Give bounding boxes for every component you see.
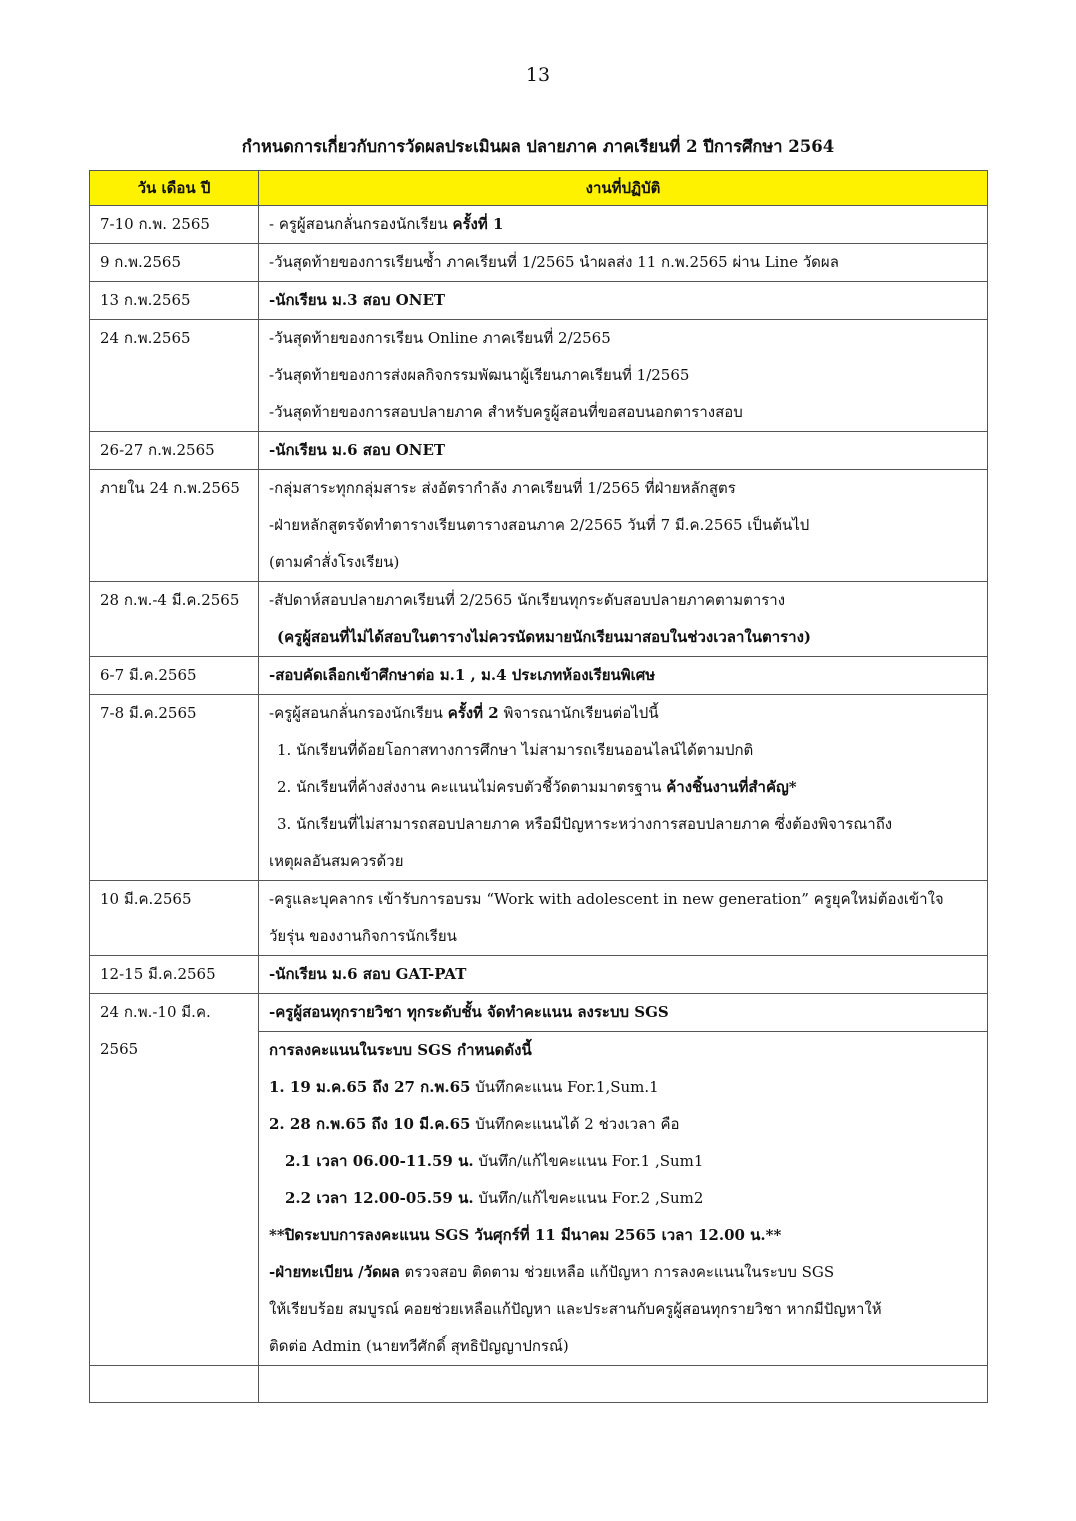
task-text: -นักเรียน ม.6 สอบ ONET xyxy=(269,441,446,459)
task-text: -นักเรียน ม.6 สอบ GAT-PAT xyxy=(269,965,467,983)
task-text: -วันสุดท้ายของการเรียนซ้ำ ภาคเรียนที่ 1/2565 นำผลส่ง 11 ก.พ.2565 ผ่าน Line วัดผล xyxy=(269,253,839,271)
row-date: 13 ก.พ.2565 xyxy=(90,282,259,320)
table-row xyxy=(90,657,988,695)
row-date xyxy=(90,994,259,1366)
task-text: บันทึก/แก้ไขคะแนน For.2 ,Sum2 xyxy=(473,1189,704,1207)
task-text: -สอบคัดเลือกเข้าศึกษาต่อ ม.1 , ม.4 ประเภทห้องเรียนพิเศษ xyxy=(269,666,656,684)
task-text: วัยรุ่น ของงานกิจการนักเรียน xyxy=(269,927,457,945)
row-date: 26-27 ก.พ.2565 xyxy=(90,432,259,470)
task-note: (ครูผู้สอนที่ไม่ได้สอบในตารางไม่ควรนัดหมายนักเรียนมาสอบในช่วงเวลาในตาราง) xyxy=(277,628,812,646)
task-emphasis: 2.1 เวลา 06.00-11.59 น. xyxy=(285,1152,474,1170)
task-text: -ครูและบุคลากร เข้ารับการอบรม “Work with adolescent in new generation” ครูยุคใหม่ต้องเข้าใจ xyxy=(269,890,944,908)
task-text: -สัปดาห์สอบปลายภาคเรียนที่ 2/2565 นักเรียนทุกระดับสอบปลายภาคตามตาราง xyxy=(269,591,786,609)
page-number: 13 xyxy=(525,64,551,86)
table-row xyxy=(90,470,988,582)
row-date: 10 มี.ค.2565 xyxy=(90,881,259,956)
task-text: -ครูผู้สอนทุกรายวิชา ทุกระดับชั้น จัดทำคะแนน ลงระบบ SGS xyxy=(269,1003,669,1021)
task-notice: **ปิดระบบการลงคะแนน SGS วันศุกร์ที่ 11 มีนาคม 2565 เวลา 12.00 น.** xyxy=(269,1226,782,1244)
row-task xyxy=(259,432,988,470)
table-row xyxy=(90,994,988,1032)
task-text: ให้เรียบร้อย สมบูรณ์ คอยช่วยเหลือแก้ปัญหา และประสานกับครูผู้สอนทุกรายวิชา หากมีปัญหาให้ xyxy=(269,1300,882,1318)
task-text: -กลุ่มสาระทุกกลุ่มสาระ ส่งอัตรากำลัง ภาคเรียนที่ 1/2565 ที่ฝ่ายหลักสูตร xyxy=(269,479,736,497)
row-task xyxy=(259,582,988,657)
row-date: 7-10 ก.พ. 2565 xyxy=(90,206,259,244)
row-task xyxy=(259,282,988,320)
task-item: 3. นักเรียนที่ไม่สามารถสอบปลายภาค หรือมีปัญหาระหว่างการสอบปลายภาค ซึ่งต้องพิจารณาถึง xyxy=(277,815,893,833)
task-emphasis: 2. 28 ก.พ.65 ถึง 10 มี.ค.65 xyxy=(269,1115,471,1133)
table-row xyxy=(90,695,988,881)
task-text: -วันสุดท้ายของการสอบปลายภาค สำหรับครูผู้สอนที่ขอสอบนอกตารางสอบ xyxy=(269,403,743,421)
task-emphasis: ค้างชิ้นงานที่สำคัญ* xyxy=(666,778,797,796)
table-header-row xyxy=(90,171,988,206)
row-task xyxy=(259,1032,988,1366)
task-text: -ฝ่ายหลักสูตรจัดทำตารางเรียนตารางสอนภาค 2/2565 วันที่ 7 มี.ค.2565 เป็นต้นไป xyxy=(269,516,810,534)
task-text: บันทึก/แก้ไขคะแนน For.1 ,Sum1 xyxy=(473,1152,704,1170)
row-date: 6-7 มี.ค.2565 xyxy=(90,657,259,695)
task-text: -วันสุดท้ายของการเรียน Online ภาคเรียนที่ 2/2565 xyxy=(269,329,611,347)
row-date: ภายใน 24 ก.พ.2565 xyxy=(90,470,259,582)
row-date: 24 ก.พ.2565 xyxy=(90,320,259,432)
table-row xyxy=(90,582,988,657)
date-line: 24 ก.พ.-10 มี.ค. xyxy=(100,1003,211,1021)
task-text: ตรวจสอบ ติดตาม ช่วยเหลือ แก้ปัญหา การลงคะแนนในระบบ SGS xyxy=(399,1263,835,1281)
table-row xyxy=(90,956,988,994)
table-row xyxy=(90,881,988,956)
table-row xyxy=(90,282,988,320)
table-row xyxy=(90,244,988,282)
task-text: -ครูผู้สอนกลั่นกรองนักเรียน xyxy=(269,704,448,722)
row-task xyxy=(259,994,988,1032)
row-date: 28 ก.พ.-4 มี.ค.2565 xyxy=(90,582,259,657)
task-text: บันทึกคะแนน For.1,Sum.1 xyxy=(470,1078,659,1096)
table-row xyxy=(90,206,988,244)
row-task xyxy=(259,881,988,956)
row-task xyxy=(259,206,988,244)
row-date: 12-15 มี.ค.2565 xyxy=(90,956,259,994)
task-text: พิจารณานักเรียนต่อไปนี้ xyxy=(498,704,659,722)
task-emphasis: 2.2 เวลา 12.00-05.59 น. xyxy=(285,1189,474,1207)
task-text: ติดต่อ Admin (นายทวีศักดิ์ สุทธิปัญญาปกรณ์) xyxy=(269,1337,569,1355)
table-row xyxy=(90,320,988,432)
header-task: งานที่ปฏิบัติ xyxy=(259,171,988,206)
header-date: วัน เดือน ปี xyxy=(90,171,259,206)
task-text: บันทึกคะแนนได้ 2 ช่วงเวลา คือ xyxy=(470,1115,680,1133)
row-task xyxy=(259,320,988,432)
task-item: 2. นักเรียนที่ค้างส่งงาน คะแนนไม่ครบตัวชี้วัดตามมาตรฐาน xyxy=(277,778,667,796)
task-emphasis: ครั้งที่ 2 xyxy=(447,704,499,722)
task-emphasis: -ฝ่ายทะเบียน /วัดผล xyxy=(269,1263,400,1281)
row-task xyxy=(259,1366,988,1403)
task-text: -นักเรียน ม.3 สอบ ONET xyxy=(269,291,446,309)
task-text: -วันสุดท้ายของการส่งผลกิจกรรมพัฒนาผู้เรียนภาคเรียนที่ 1/2565 xyxy=(269,366,690,384)
task-item: เหตุผลอันสมควรด้วย xyxy=(269,852,404,870)
row-date: 9 ก.พ.2565 xyxy=(90,244,259,282)
row-task xyxy=(259,657,988,695)
row-task xyxy=(259,470,988,582)
task-emphasis: ครั้งที่ 1 xyxy=(452,215,504,233)
row-task xyxy=(259,244,988,282)
row-date: 7-8 มี.ค.2565 xyxy=(90,695,259,881)
task-heading: การลงคะแนนในระบบ SGS กำหนดดังนี้ xyxy=(269,1041,532,1059)
task-text: - ครูผู้สอนกลั่นกรองนักเรียน xyxy=(269,215,453,233)
task-item: 1. นักเรียนที่ด้อยโอกาสทางการศึกษา ไม่สามารถเรียนออนไลน์ได้ตามปกติ xyxy=(277,741,754,759)
table-row xyxy=(90,432,988,470)
row-date xyxy=(90,1366,259,1403)
task-text: (ตามคำสั่งโรงเรียน) xyxy=(269,553,400,571)
table-row-empty xyxy=(90,1366,988,1403)
task-emphasis: 1. 19 ม.ค.65 ถึง 27 ก.พ.65 xyxy=(269,1078,471,1096)
row-task xyxy=(259,956,988,994)
document-title: กำหนดการเกี่ยวกับการวัดผลประเมินผล ปลายภาค ภาคเรียนที่ 2 ปีการศึกษา 2564 xyxy=(241,137,835,156)
date-line: 2565 xyxy=(100,1040,139,1058)
row-task xyxy=(259,695,988,881)
schedule-table xyxy=(89,170,988,1403)
